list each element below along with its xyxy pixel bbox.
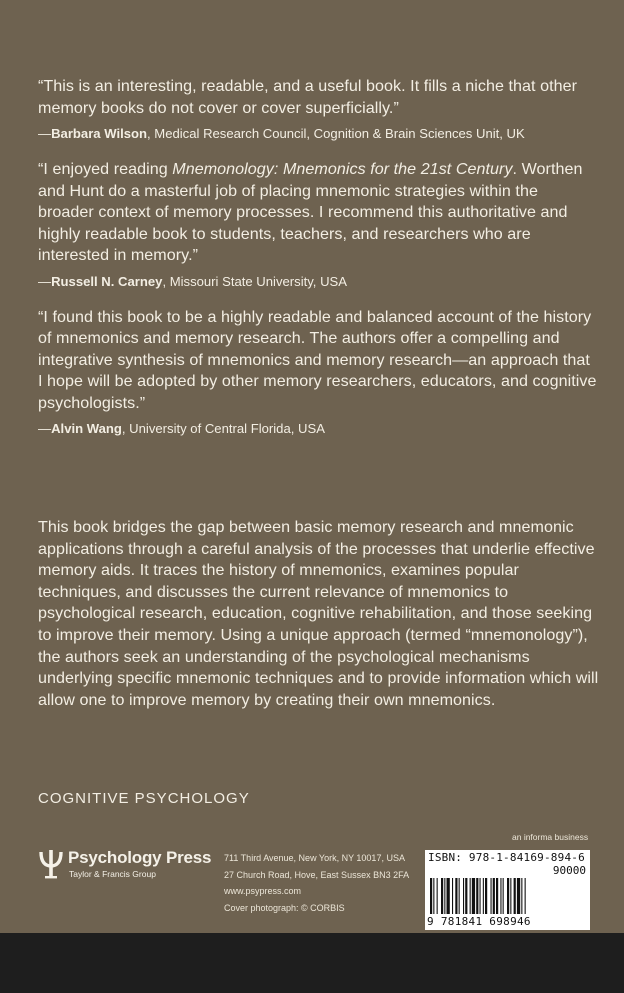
endorser-affiliation: , University of Central Florida, USA [121, 421, 325, 436]
endorsement-1 [38, 76, 598, 142]
barcode-bar [503, 878, 504, 914]
barcode-bar [496, 878, 498, 914]
attribution-dash: — [38, 126, 52, 141]
bottom-band [0, 933, 624, 993]
quote-text: “This is an interesting, readable, and a useful book. It fills a niche that other memory books do not cover or cover superficially.” [38, 77, 578, 117]
barcode-bar [514, 878, 516, 914]
barcode-bar [507, 878, 509, 914]
quote-attribution [38, 125, 598, 142]
endorsements [38, 76, 598, 454]
barcode-bar [455, 878, 457, 914]
informa-tagline: an informa business [512, 832, 589, 842]
endorser-affiliation: , Medical Research Council, Cognition & Brain Sciences Unit, UK [147, 126, 525, 141]
barcode-bar [521, 878, 522, 914]
publisher-name: Psychology Press [68, 848, 212, 867]
barcode-bar [483, 878, 484, 914]
barcode-bar [452, 878, 453, 914]
endorser-name: Barbara Wilson [51, 126, 148, 141]
psi-logo-icon [38, 848, 64, 880]
barcode-bar [472, 878, 475, 914]
barcode-bar [447, 878, 450, 914]
ean-digits: 9 781841 698946 [427, 915, 531, 928]
address-us: 711 Third Avenue, New York, NY 10017, USA [224, 853, 405, 863]
quote-attribution [38, 273, 598, 290]
publisher-website: www.psypress.com [224, 886, 302, 896]
barcode-bar [476, 878, 478, 914]
publisher-info [224, 850, 409, 916]
quote-attribution [38, 420, 598, 437]
barcode-bar [470, 878, 471, 914]
endorsement-2 [38, 159, 598, 290]
barcode-bar [491, 878, 492, 914]
endorser-name: Russell N. Carney [51, 273, 163, 289]
attribution-dash: — [38, 273, 52, 289]
isbn-barcode [425, 850, 590, 930]
price-code: 90000 [552, 864, 586, 877]
endorsement-3 [38, 307, 598, 438]
barcode-bar [465, 878, 467, 914]
barcode-bar [485, 878, 487, 914]
quote-text [38, 159, 598, 267]
address-uk: 27 Church Road, Hove, East Sussex BN3 2FA [224, 869, 410, 880]
barcode-bar [493, 878, 495, 914]
barcode-bar [463, 878, 464, 914]
barcode-bar [510, 878, 511, 914]
publisher-group: Taylor & Francis Group [69, 869, 156, 879]
barcode-bar [500, 878, 501, 914]
quote-text-start: “I enjoyed reading [38, 160, 173, 178]
barcode-bar [444, 878, 445, 914]
barcode-bar [430, 878, 432, 914]
quote-text-end: . Worthen and Hunt do a masterful job of placing mnemonic strategies within the broader context of memory processes. I recommend this authoritative and highly readable book to students, teachers, and researchers who are interested in memory.” [38, 160, 583, 264]
barcode-bars [430, 878, 585, 914]
barcode-bar [437, 878, 438, 914]
barcode-bar [480, 878, 481, 914]
publisher-logo [38, 848, 218, 884]
isbn-label: ISBN: 978-1-84169-894-6 [428, 851, 585, 864]
barcode-bar [441, 878, 443, 914]
barcode-bar [459, 878, 460, 914]
book-title: Mnemonology: Mnemonics for the 21st Century [172, 160, 513, 178]
barcode-bar [433, 878, 434, 914]
barcode-bar [517, 878, 520, 914]
cover-credit: Cover photograph: © CORBIS [224, 902, 345, 913]
attribution-dash: — [38, 421, 52, 436]
endorser-affiliation: , Missouri State University, USA [162, 273, 348, 289]
barcode-bar [525, 878, 526, 914]
subject-category: COGNITIVE PSYCHOLOGY [38, 790, 250, 807]
quote-text: “I found this book to be a highly readable and balanced account of the history of mnemonics and memory research. The authors offer a compelling and integrative synthesis of mnemonics and memory research—an approach that I hope will be adopted by other memory researchers, educators, and cognitive psychologists.” [38, 307, 597, 412]
book-description: This book bridges the gap between basic memory research and mnemonic applications through a careful analysis of the processes that underlie effective memory aids. It traces the history of mnemonics, examines popular techniques, and discusses the current relevance of mnemonics to psychological research, education, cognitive rehabilitation, and those seeking to improve their memory. Using a unique approach (termed “mnemonology”), the authors seek an understanding of the psychological mechanisms underlying specific mnemonic techniques and to provide information which will allow one to improve memory by creating their own mnemonics. [38, 518, 599, 709]
endorser-name: Alvin Wang [51, 421, 122, 436]
